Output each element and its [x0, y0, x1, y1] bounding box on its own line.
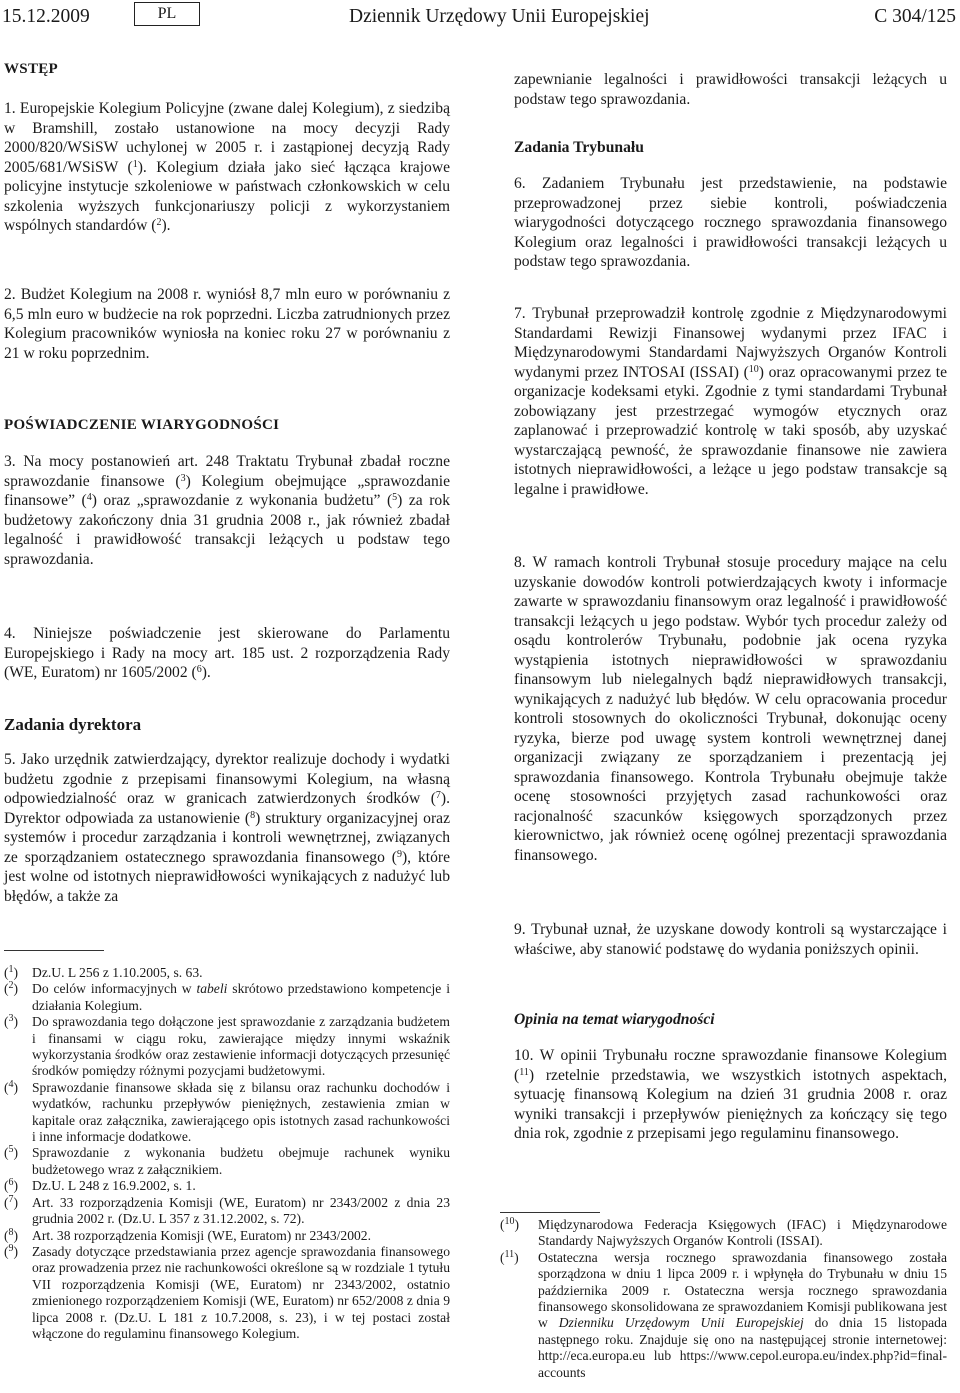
- footnote-ref-8[interactable]: 8: [250, 809, 256, 821]
- footnote-11: ($^{11}$) Ostateczna wersja rocznego sprawozdania finansowego została sporządzona w dniu 1 lipca 2009 r. i wpłynęła do Trybunału w dniu 15 października 2009 r. Ostateczna wersja rocznego sprawozdania finansowego skonsolidowana ze sprawozdaniem Komisji publikowana jest w Dzienniku Urzędowym Unii Europejskiej do dnia 15 listopada następnego roku. Znajduje się ono na następującej stronie internetowej: http://eca.europa.eu lub https://www.cepol.europa.eu/index.php?id=final-accounts: [500, 1248, 948, 1380]
- footnote-ref-5[interactable]: 5: [392, 492, 398, 503]
- paragraph-5: 5. Jako urzędnik zatwierdzający, dyrektor realizuje dochody i wydatki budżetu zgodnie z przepisami finansowymi Kolegium, na własną odpowiedzialność oraz w granicach zatwierdzonych środków ($^7$). Dyrektor odpowiada za ustanowienie ($^8$) struktury organizacyjnej oraz systemów i procedur zarządzania i kontroli wewnętrznej, związanych ze sporządzaniem ostatecznego sprawozdania finansowego ($^9$), które jest wolne od istotnych nieprawidłowości wynikających z nadużyć lub błędów, a także za: [4, 751, 450, 905]
- statement-heading: POŚWIADCZENIE WIARYGODNOŚCI: [4, 417, 280, 433]
- footnote-8: ($^8$) Art. 38 rozporządzenia Komisji (WE, Euratom) nr 2343/2002.: [4, 1226, 371, 1243]
- footnote-ref-11[interactable]: 11: [519, 1066, 529, 1078]
- intro-heading: WSTĘP: [4, 61, 59, 77]
- footnote-1: ($^1$) Dz.U. L 256 z 1.10.2005, s. 63.: [4, 964, 203, 980]
- paragraph-2: 2. Budżet Kolegium na 2008 r. wyniósł 8,7 mln euro w porównaniu z 6,5 mln euro w budżecie na rok poprzedni. Liczba zatrudnionych przez Kolegium pracowników wyniosła na koniec roku 27 w porównaniu z 21 w roku poprzednim.: [4, 286, 450, 362]
- paragraph-3: 3. Na mocy postanowień art. 248 Traktatu Trybunał zbadał roczne sprawozdanie finansowe ($^3$) Kolegium obejmujące „sprawozdanie finansowe” ($^4$) oraz „sprawozdanie z wykonania budżetu” ($^5$) za rok budżetowy zakończony dnia 31 grudnia 2008 r., jak również zbadał legalność i prawidłowość transakcji leżących u podstaw tego sprawozdania.: [4, 453, 450, 568]
- court-heading: Zadania Trybunału: [514, 139, 644, 156]
- header-language-box: PL: [134, 2, 200, 26]
- footnotes-left: [4, 965, 450, 1342]
- footnote-3: ($^3$) Do sprawozdania tego dołączone jest sprawozdanie z zarządzania budżetem i finansami w ciągu roku, zawierające między innymi wskaźnik wykorzystania środków oraz zestawienie informacji dotyczących przesunięć środków pomiędzy różnymi pozycjami budżetowymi.: [4, 1013, 450, 1079]
- footnote-ref-3[interactable]: 3: [180, 472, 186, 484]
- paragraph-9: 9. Trybunał uznał, że uzyskane dowody kontroli są wystarczające i właściwe, aby stanowić podstawę do wydania poniższych opinii.: [514, 921, 947, 958]
- footnote-divider-left: [4, 950, 104, 951]
- paragraph-6: 6. Zadaniem Trybunału jest przedstawienie, na podstawie przeprowadzonej przez siebie kontroli, poświadczenia wiarygodności dotyczącego rocznego sprawozdania finansowego Kolegium oraz legalności i prawidłowości transakcji leżących u podstaw tego sprawozdania.: [514, 175, 947, 270]
- footnote-ref-4[interactable]: 4: [86, 492, 92, 503]
- page-header: [0, 0, 960, 34]
- footnote-ref-6[interactable]: 6: [196, 664, 202, 675]
- footnotes-right: [500, 1217, 947, 1381]
- paragraph-5-continued: zapewnianie legalności i prawidłowości transakcji leżących u podstaw tego sprawozdania.: [514, 71, 947, 108]
- footnote-ref-1[interactable]: 1: [132, 158, 138, 170]
- paragraph-8: 8. W ramach kontroli Trybunał stosuje procedury mające na celu uzyskanie dowodów kontroli potwierdzających kwoty i informacje zawarte w sprawozdaniu finansowym oraz legalność i prawidłowość transakcji leżących u jego podstaw. Wybór tych procedur zależy od osądu kontrolerów Trybunału, podobnie jak ocena ryzyka wystąpienia istotnych nieprawidłowości w sprawozdaniu finansowym lub nielegalnych bądź nieprawidłowych transakcji, wynikających z nadużyć lub błędów. W celu opracowania procedur kontroli stosownych do okoliczności Trybunał, dokonując oceny ryzyka, bierze pod uwagę system kontroli wewnętrznej danej organizacji związany ze sporządzaniem i prezentacją jej sprawozdania finansowego. Kontrola Trybunału obejmuje także ocenę stosowności przyjętych zasad rachunkowości oraz racjonalność szacunków księgowych sporządzonych przez kierownictwo, jak również ocenę ogólnej prezentacji sprawozdania finansowego.: [514, 554, 947, 864]
- footnote-7: ($^7$) Art. 33 rozporządzenia Komisji (WE, Euratom) nr 2343/2002 z dnia 23 grudnia 2002 r. (Dz.U. L 357 z 31.12.2002, s. 72).: [4, 1193, 450, 1227]
- footnote-10: ($^{10}$) Międzynarodowa Federacja Księgowych (IFAC) i Międzynarodowe Standardy Najwyższych Organów Kontroli (ISSAI).: [500, 1216, 947, 1249]
- footnote-divider-right: [500, 1212, 600, 1213]
- footnote-ref-10[interactable]: 10: [748, 363, 759, 375]
- footnote-5: ($^5$) Sprawozdanie z wykonania budżetu obejmuje rachunek wyniku budżetowego wraz z załącznikiem.: [4, 1144, 450, 1177]
- paragraph-7: 7. Trybunał przeprowadził kontrolę zgodnie z Międzynarodowymi Standardami Rewizji Finansowej wydanymi przez IFAC i Międzynarodowymi Standardami Najwyższych Organów Kontroli wydanymi przez INTOSAI (ISSAI) ($^{10}$) oraz opracowanymi przez te organizacje kodeksami etyki. Zgodnie z tymi standardami Trybunał zobowiązany jest przestrzegać wymogów etycznych oraz zaplanować i przeprowadzić kontrolę w taki sposób, aby uzyskać wystarczającą pewność, że sprawozdanie finansowe nie zawiera istotnych nieprawidłowości, a leżące u jego podstaw transakcje są legalne i prawidłowe.: [514, 305, 947, 498]
- footnote-2: ($^2$) Do celów informacyjnych w tabeli skrótowo przedstawiono kompetencje i działania Kolegium.: [4, 980, 450, 1013]
- paragraph-10: 10. W opinii Trybunału roczne sprawozdanie finansowe Kolegium ($^{11}$) rzetelnie przedstawia, we wszystkich istotnych aspektach, sytuację finansową Kolegium na dzień 31 grudnia 2008 r. oraz wyniki transakcji i przepływów pieniężnych za kończący się tego dnia rok, zgodnie z przepisami jego regulaminu finansowego.: [514, 1047, 947, 1142]
- header-journal-title: Dziennik Urzędowy Unii Europejskiej: [349, 6, 650, 27]
- director-heading: Zadania dyrektora: [4, 715, 142, 734]
- header-date: 15.12.2009: [2, 6, 90, 27]
- footnote-ref-2[interactable]: 2: [156, 217, 162, 228]
- header-page-reference: C 304/125: [874, 6, 956, 27]
- paragraph-4: 4. Niniejsze poświadczenie jest skierowane do Parlamentu Europejskiego i Rady na mocy art. 185 ust. 2 rozporządzenia Rady (WE, Euratom) nr 1605/2002 ($^6$).: [4, 625, 450, 681]
- opinion-heading: Opinia na temat wiarygodności: [514, 1011, 715, 1028]
- footnote-6: ($^6$) Dz.U. L 248 z 16.9.2002, s. 1.: [4, 1177, 196, 1194]
- footnote-4: ($^4$) Sprawozdanie finansowe składa się z bilansu oraz rachunku dochodów i wydatków, rachunku przepływów pieniężnych, zestawienia zmian w kapitale oraz załącznika, zawierającego opis istotnych zasad rachunkowości i inne informacje dodatkowe.: [4, 1078, 450, 1145]
- footnote-ref-9[interactable]: 9: [396, 848, 402, 860]
- footnote-9: ($^9$) Zasady dotyczące przedstawiania przez agencje sprawozdania finansowego oraz prowadzenia przez nie rachunkowości określone są w rozdziale 1 tytułu VII rozporządzenia Komisji (WE, Euratom) nr 2343/2002, ostatnio zmienionego rozporządzeniem Komisji (WE, Euratom) nr 652/2008 z dnia 9 lipca 2008 r. (Dz.U. L 181 z 10.7.2008, s. 23), i w tej postaci został włączone do regulaminu finansowego Kolegium.: [4, 1242, 450, 1341]
- paragraph-1: 1. Europejskie Kolegium Policyjne (zwane dalej Kolegium), z siedzibą w Bramshill, zostało ustanowione na mocy decyzji Rady 2000/820/WSiSW uchylonej w 2005 r. i zastąpionej decyzją Rady 2005/681/WSiSW ($^1$). Kolegium działa jako sieć łącząca krajowe policyjne instytucje szkoleniowe w państwach członkowskich w celu szkolenia wyższych funkcjonariuszy policji z wykorzystaniem wspólnych standardów ($^2$).: [4, 100, 451, 234]
- footnote-ref-7[interactable]: 7: [435, 790, 441, 801]
